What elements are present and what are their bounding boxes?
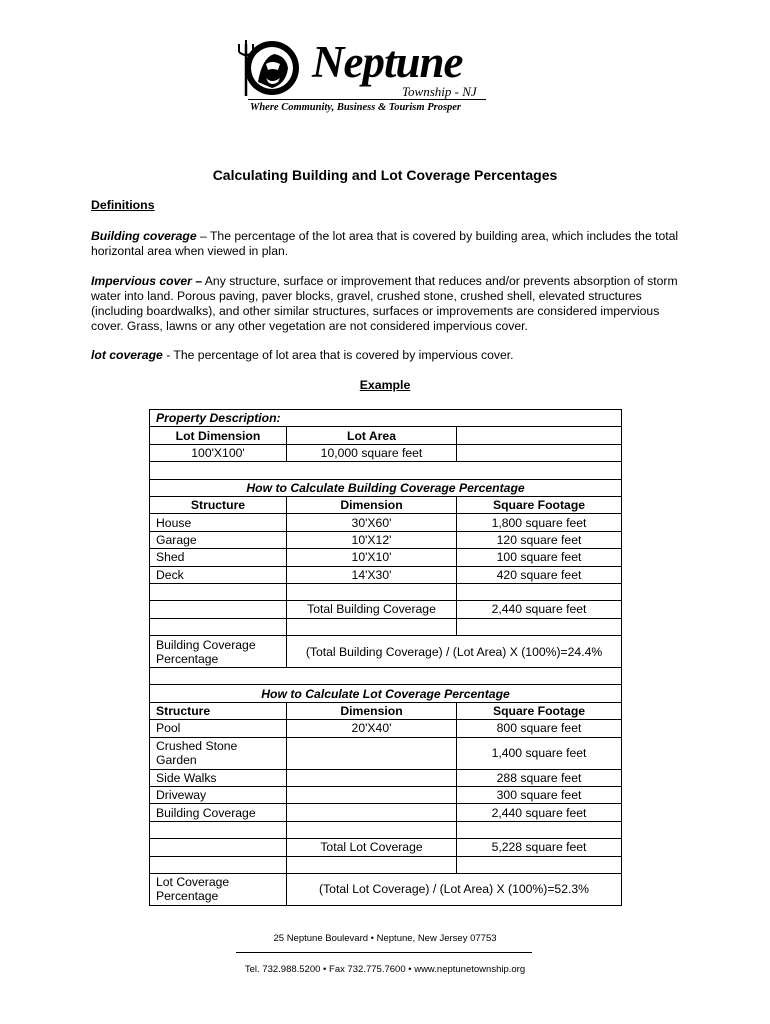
table-row xyxy=(150,873,622,905)
lot-coverage-percentage-label xyxy=(150,873,287,905)
lot-dimension-value: 100'X100' xyxy=(150,444,287,461)
table-row xyxy=(150,514,622,531)
table-row xyxy=(150,601,622,618)
example-heading: Example xyxy=(359,378,411,392)
lot-section-title: How to Calculate Lot Coverage Percentage xyxy=(150,685,622,702)
lot-area-header: Lot Area xyxy=(287,427,457,444)
definition-building-coverage xyxy=(91,229,681,259)
lot-dimension-header: Lot Dimension xyxy=(150,427,287,444)
structure-cell: Building Coverage xyxy=(150,804,287,821)
table-row xyxy=(150,804,622,821)
dimension-cell xyxy=(287,769,457,786)
brand-name: Neptune xyxy=(312,37,463,87)
definition-text: Any structure, surface or improvement that reduces and/or prevents absorption of storm water into land. Porous paving, paver blocks, gravel, crushed stone, crushed shell, elevated structures (including boardwalks), and other similar structures, surfaces or improvements are considered impervious cover. Grass, lawns or any other vegetation are not considered impervious cover. xyxy=(91,274,678,333)
definitions-heading: Definitions xyxy=(91,198,155,212)
empty-cell xyxy=(457,583,622,600)
label-line: Percentage xyxy=(156,889,219,904)
page-title: Calculating Building and Lot Coverage Percentages xyxy=(212,167,558,183)
dimension-cell: 30'X60' xyxy=(287,514,457,531)
table-row xyxy=(150,856,622,873)
definition-lot-coverage xyxy=(91,348,681,363)
definition-term: Impervious cover – xyxy=(91,274,203,288)
dimension-cell: 10'X12' xyxy=(287,531,457,548)
dimension-cell: 20'X40' xyxy=(287,720,457,737)
label-line: Lot Coverage xyxy=(156,875,230,890)
total-building-coverage-value: 2,440 square feet xyxy=(457,601,622,618)
empty-cell xyxy=(150,601,287,618)
empty-cell xyxy=(150,839,287,856)
footer-contact: Tel. 732.988.5200 • Fax 732.775.7600 • www.neptunetownship.org xyxy=(244,964,526,975)
lot-coverage-formula: (Total Lot Coverage) / (Lot Area) X (100%)=52.3% xyxy=(287,873,622,905)
structure-cell: Side Walks xyxy=(150,769,287,786)
column-header-square-footage: Square Footage xyxy=(457,702,622,719)
dimension-cell: 14'X30' xyxy=(287,566,457,583)
structure-cell xyxy=(150,737,287,769)
footage-cell: 1,400 square feet xyxy=(457,737,622,769)
footage-cell: 100 square feet xyxy=(457,549,622,566)
footage-cell: 288 square feet xyxy=(457,769,622,786)
empty-cell xyxy=(150,856,287,873)
definition-term: lot coverage xyxy=(91,348,163,362)
footage-cell: 800 square feet xyxy=(457,720,622,737)
table-row xyxy=(150,462,622,479)
empty-cell xyxy=(457,856,622,873)
total-building-coverage-label: Total Building Coverage xyxy=(287,601,457,618)
table-row xyxy=(150,566,622,583)
empty-cell xyxy=(150,618,287,635)
empty-cell xyxy=(457,427,622,444)
structure-cell: House xyxy=(150,514,287,531)
empty-cell xyxy=(287,856,457,873)
table-row xyxy=(150,618,622,635)
table-row xyxy=(150,702,622,719)
brand-divider xyxy=(248,99,486,100)
building-coverage-percentage-label xyxy=(150,636,287,668)
table-row xyxy=(150,821,622,838)
empty-cell xyxy=(150,821,287,838)
footer-divider xyxy=(236,952,532,953)
total-lot-coverage-value: 5,228 square feet xyxy=(457,839,622,856)
label-line: Building Coverage xyxy=(156,637,256,652)
table-row xyxy=(150,479,622,496)
definition-term: Building coverage xyxy=(91,229,197,243)
total-lot-coverage-label: Total Lot Coverage xyxy=(287,839,457,856)
table-row xyxy=(150,668,622,685)
dimension-cell xyxy=(287,804,457,821)
footage-cell: 2,440 square feet xyxy=(457,804,622,821)
column-header-square-footage: Square Footage xyxy=(457,496,622,513)
brand-tagline: Where Community, Business & Tourism Prosper xyxy=(250,102,462,113)
table-row xyxy=(150,685,622,702)
table-row xyxy=(150,549,622,566)
table-row xyxy=(150,769,622,786)
building-coverage-formula: (Total Building Coverage) / (Lot Area) X (100%)=24.4% xyxy=(287,636,622,668)
table-row xyxy=(150,444,622,461)
empty-cell xyxy=(150,668,622,685)
coverage-table xyxy=(149,409,622,906)
table-row xyxy=(150,583,622,600)
definition-text: – The percentage of the lot area that is covered by building area, which includes the total horizontal area when viewed in plan. xyxy=(91,229,679,258)
footage-cell: 1,800 square feet xyxy=(457,514,622,531)
neptune-trident-logo-icon xyxy=(236,38,316,100)
footage-cell: 420 square feet xyxy=(457,566,622,583)
table-row xyxy=(150,636,622,668)
empty-cell xyxy=(287,583,457,600)
footage-cell: 120 square feet xyxy=(457,531,622,548)
table-row xyxy=(150,787,622,804)
brand-subtitle: Township - NJ xyxy=(402,84,477,99)
structure-cell: Pool xyxy=(150,720,287,737)
column-header-dimension: Dimension xyxy=(287,702,457,719)
empty-cell xyxy=(287,821,457,838)
label-line: Crushed Stone xyxy=(156,739,238,754)
table-row xyxy=(150,720,622,737)
table-row xyxy=(150,410,622,427)
dimension-cell xyxy=(287,787,457,804)
structure-cell: Driveway xyxy=(150,787,287,804)
table-row xyxy=(150,737,622,769)
label-line: Percentage xyxy=(156,651,219,666)
property-description-label: Property Description: xyxy=(150,410,622,427)
table-row xyxy=(150,531,622,548)
definition-impervious-cover xyxy=(91,274,681,334)
column-header-structure: Structure xyxy=(150,496,287,513)
column-header-dimension: Dimension xyxy=(287,496,457,513)
structure-cell: Shed xyxy=(150,549,287,566)
empty-cell xyxy=(150,583,287,600)
label-line: Garden xyxy=(156,753,197,768)
structure-cell: Garage xyxy=(150,531,287,548)
dimension-cell: 10'X10' xyxy=(287,549,457,566)
column-header-structure: Structure xyxy=(150,702,287,719)
footage-cell: 300 square feet xyxy=(457,787,622,804)
empty-cell xyxy=(457,821,622,838)
empty-cell xyxy=(150,462,622,479)
definition-text: - The percentage of lot area that is covered by impervious cover. xyxy=(162,348,514,362)
table-row xyxy=(150,839,622,856)
structure-cell: Deck xyxy=(150,566,287,583)
empty-cell xyxy=(457,444,622,461)
empty-cell xyxy=(287,618,457,635)
lot-area-value: 10,000 square feet xyxy=(287,444,457,461)
table-row xyxy=(150,496,622,513)
empty-cell xyxy=(457,618,622,635)
building-section-title: How to Calculate Building Coverage Percentage xyxy=(150,479,622,496)
table-row xyxy=(150,427,622,444)
footer-address: 25 Neptune Boulevard • Neptune, New Jersey 07753 xyxy=(273,933,497,944)
dimension-cell xyxy=(287,737,457,769)
